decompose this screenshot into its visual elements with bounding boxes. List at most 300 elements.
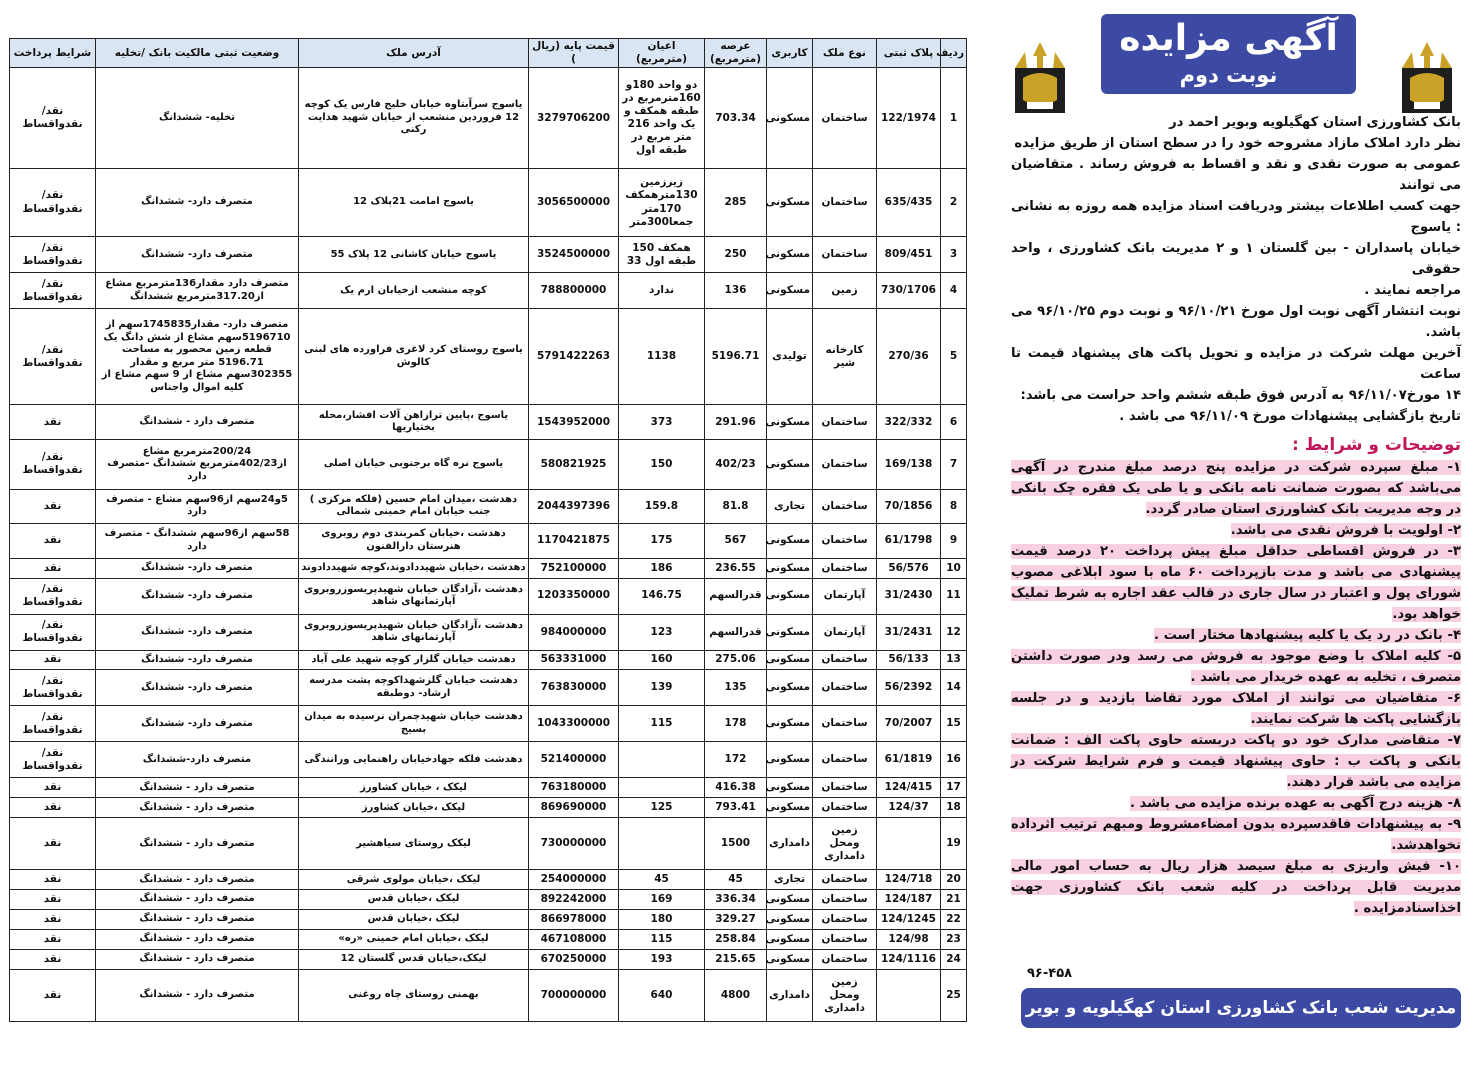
title-box [1101, 14, 1356, 94]
plate-number-cell: 322/332 [877, 405, 941, 439]
intro-line: عمومی به صورت نقدی و نقد و اقساط به فروش رساند . متقاضیان می توانند [1011, 157, 1461, 193]
land-area-cell: 136 [705, 273, 767, 309]
usage-cell: مسکونی [767, 742, 813, 778]
table-row [10, 614, 967, 650]
property-type-cell: ساختمان [813, 558, 877, 578]
registration-status-cell: متصرف دارد- ششدانگ [96, 650, 299, 670]
base-price-cell: 5791422263 [529, 309, 619, 405]
payment-terms-cell: نقد [10, 489, 96, 523]
property-type-cell: ساختمان [813, 489, 877, 523]
address-cell: بهمنی روستای چاه روغنی [299, 969, 529, 1021]
payment-terms-cell: نقد [10, 890, 96, 910]
condition-item [1011, 730, 1461, 793]
base-price-cell: 563331000 [529, 650, 619, 670]
payment-terms-cell: نقد/نقدواقساط [10, 309, 96, 405]
payment-terms-cell: نقد/نقدواقساط [10, 68, 96, 169]
conditions-title: توضیحات و شرایط : [1292, 435, 1461, 455]
land-area-cell: 567 [705, 524, 767, 558]
property-type-cell: ساختمان [813, 237, 877, 273]
footer-banner: مدیریت شعب بانک کشاورزی استان کهگیلویه و بویر احمد [1021, 988, 1461, 1028]
base-price-cell: 254000000 [529, 870, 619, 890]
base-price-cell: 1543952000 [529, 405, 619, 439]
registration-status-cell: 58سهم از96سهم ششدانگ - متصرف دارد [96, 524, 299, 558]
land-area-cell: 285 [705, 168, 767, 236]
usage-cell: مسکونی [767, 929, 813, 949]
registration-status-cell: متصرف دارد- ششدانگ [96, 578, 299, 614]
building-area-cell: 146.75 [619, 578, 705, 614]
date-line: نوبت انتشار آگهی نوبت اول مورخ ۹۶/۱۰/۲۱ و نوبت دوم ۹۶/۱۰/۲۵ می باشد. [1011, 304, 1461, 340]
row-number-cell: 14 [941, 670, 967, 706]
plate-number-cell: 635/435 [877, 168, 941, 236]
usage-cell: مسکونی [767, 949, 813, 969]
row-number-cell: 19 [941, 818, 967, 870]
column-header: کاربری [767, 39, 813, 68]
address-cell: دهدشت فلکه جهادخیابان راهنمایی ورانندگی [299, 742, 529, 778]
table-row [10, 309, 967, 405]
row-number-cell: 15 [941, 706, 967, 742]
building-area-cell: 115 [619, 929, 705, 949]
usage-cell: مسکونی [767, 405, 813, 439]
base-price-cell: 3524500000 [529, 237, 619, 273]
address-cell: یاسوج نره گاه برجنوبی خیابان اصلی [299, 439, 529, 489]
row-number-cell: 4 [941, 273, 967, 309]
building-area-cell: 175 [619, 524, 705, 558]
payment-terms-cell: نقد/نقدواقساط [10, 670, 96, 706]
payment-terms-cell: نقد/نقدواقساط [10, 237, 96, 273]
property-type-cell: ساختمان [813, 706, 877, 742]
usage-cell: مسکونی [767, 778, 813, 798]
table-row [10, 68, 967, 169]
plate-number-cell: 56/133 [877, 650, 941, 670]
property-type-cell: ساختمان [813, 949, 877, 969]
table-row [10, 910, 967, 930]
table-row [10, 929, 967, 949]
land-area-cell: 5196.71 [705, 309, 767, 405]
base-price-cell: 467108000 [529, 929, 619, 949]
address-cell: یاسوج خیابان کاشانی 12 پلاک 55 [299, 237, 529, 273]
payment-terms-cell: نقد [10, 929, 96, 949]
condition-item [1011, 688, 1461, 730]
row-number-cell: 17 [941, 778, 967, 798]
base-price-cell: 3279706200 [529, 68, 619, 169]
base-price-cell: 580821925 [529, 439, 619, 489]
property-type-cell: ساختمان [813, 890, 877, 910]
payment-terms-cell: نقد [10, 650, 96, 670]
land-area-cell: 793.41 [705, 798, 767, 818]
table-row [10, 742, 967, 778]
land-area-cell: 250 [705, 237, 767, 273]
property-type-cell: زمین ومحل دامداری [813, 818, 877, 870]
table-row [10, 405, 967, 439]
payment-terms-cell: نقد [10, 949, 96, 969]
condition-item [1011, 856, 1461, 919]
condition-text: ۸- هزینه درج آگهی به عهده برنده مزایده می باشد . [1129, 796, 1461, 811]
land-area-cell: 291.96 [705, 405, 767, 439]
intro-line: بانک کشاورزی استان کهگیلویه وبویر احمد در [1169, 115, 1461, 130]
registration-status-cell: متصرف دارد - ششدانگ [96, 969, 299, 1021]
usage-cell: دامداری [767, 818, 813, 870]
building-area-cell [619, 778, 705, 798]
row-number-cell: 22 [941, 910, 967, 930]
condition-item [1011, 814, 1461, 856]
payment-terms-cell: نقد [10, 870, 96, 890]
base-price-cell: 984000000 [529, 614, 619, 650]
usage-cell: مسکونی [767, 706, 813, 742]
address-cell: لیکک ،خیابان قدس [299, 910, 529, 930]
address-cell: لیکک روستای سیاهشیر [299, 818, 529, 870]
plate-number-cell [877, 818, 941, 870]
land-area-cell: 135 [705, 670, 767, 706]
row-number-cell: 13 [941, 650, 967, 670]
column-header: عرصه (مترمربع) [705, 39, 767, 68]
building-area-cell: همکف 150 طبقه اول 33 [619, 237, 705, 273]
land-area-cell: قدرالسهم [705, 614, 767, 650]
registration-status-cell: متصرف دارد - ششدانگ [96, 890, 299, 910]
payment-terms-cell: نقد [10, 969, 96, 1021]
base-price-cell: 3056500000 [529, 168, 619, 236]
column-header: نوع ملک [813, 39, 877, 68]
land-area-cell: 402/23 [705, 439, 767, 489]
building-area-cell: 373 [619, 405, 705, 439]
base-price-cell: 730000000 [529, 818, 619, 870]
table-row [10, 870, 967, 890]
condition-text: ۵- کلیه املاک با وضع موجود به فروش می رسد ودر صورت داشتن متصرف ، تخلیه به عهده خریدار می باشد . [1011, 649, 1461, 685]
base-price-cell: 763830000 [529, 670, 619, 706]
row-number-cell: 10 [941, 558, 967, 578]
payment-terms-cell: نقد/نقدواقساط [10, 614, 96, 650]
column-header: پلاک ثبتی [877, 39, 941, 68]
plate-number-cell: 70/1856 [877, 489, 941, 523]
column-header: وضعیت ثبتی مالکیت بانک /تخلیه [96, 39, 299, 68]
usage-cell: مسکونی [767, 614, 813, 650]
payment-terms-cell: نقد [10, 910, 96, 930]
payment-terms-cell: نقد/نقدواقساط [10, 439, 96, 489]
base-price-cell: 869690000 [529, 798, 619, 818]
row-number-cell: 21 [941, 890, 967, 910]
building-area-cell [619, 742, 705, 778]
table-row [10, 798, 967, 818]
column-header: ردیف [941, 39, 967, 68]
address-cell: یاسوج ،پایین ترازاهن آلات افشار،محله بختیاریها [299, 405, 529, 439]
registration-status-cell: متصرف دارد- ششدانگ [96, 558, 299, 578]
base-price-cell: 892242000 [529, 890, 619, 910]
reference-number: ۹۶-۴۵۸ [1027, 966, 1073, 981]
condition-text: ۳- در فروش اقساطی حداقل مبلغ پیش پرداخت ۲۰ درصد قیمت پیشنهادی می باشد و مدت بازپرداخت ۶۰ ماه با سود ابلاغی مصوب شورای پول و اعتبار در سال جاری در قالب عقد اجاره به شرط تملیک خواهد بود. [1011, 544, 1462, 622]
usage-cell: مسکونی [767, 558, 813, 578]
usage-cell: مسکونی [767, 273, 813, 309]
payment-terms-cell: نقد [10, 405, 96, 439]
column-header: قیمت پایه (ریال ) [529, 39, 619, 68]
plate-number-cell: 124/1245 [877, 910, 941, 930]
registration-status-cell: تخلیه- ششدانگ [96, 68, 299, 169]
registration-status-cell: متصرف دارد- ششدانگ [96, 670, 299, 706]
dates-paragraph [1011, 301, 1461, 427]
registration-status-cell: متصرف دارد- ششدانگ [96, 237, 299, 273]
registration-status-cell: متصرف دارد - ششدانگ [96, 798, 299, 818]
payment-terms-cell: نقد [10, 778, 96, 798]
intro-line: جهت کسب اطلاعات بیشتر ودریافت اسناد مزایده همه روزه به نشانی : یاسوج [1011, 199, 1461, 235]
building-area-cell: 139 [619, 670, 705, 706]
table-row [10, 237, 967, 273]
registration-status-cell: متصرف دارد - ششدانگ [96, 910, 299, 930]
plate-number-cell: 56/576 [877, 558, 941, 578]
registration-status-cell: 200/24مترمربع مشاع از402/23مترمربع ششدانگ -متصرف دارد [96, 439, 299, 489]
row-number-cell: 24 [941, 949, 967, 969]
plate-number-cell: 122/1974 [877, 68, 941, 169]
registration-status-cell: متصرف دارد-ششدانگ [96, 742, 299, 778]
building-area-cell: 1138 [619, 309, 705, 405]
table-row [10, 706, 967, 742]
base-price-cell: 1203350000 [529, 578, 619, 614]
address-cell: یاسوج سرآبتاوه خیابان خلیج فارس یک کوچه 12 فروردین منشعب از خیابان شهید هدایت رکنی [299, 68, 529, 169]
column-header: آدرس ملک [299, 39, 529, 68]
table-row [10, 168, 967, 236]
row-number-cell: 6 [941, 405, 967, 439]
usage-cell: مسکونی [767, 910, 813, 930]
auction-table [9, 38, 967, 1022]
usage-cell: تجاری [767, 489, 813, 523]
registration-status-cell: متصرف دارد - ششدانگ [96, 949, 299, 969]
registration-status-cell: متصرف دارد - ششدانگ [96, 870, 299, 890]
land-area-cell: 1500 [705, 818, 767, 870]
building-area-cell: 193 [619, 949, 705, 969]
table-row [10, 818, 967, 870]
address-cell: دهدشت ،آزادگان خیابان شهیدپریسوزروبروی آپارتمانهای شاهد [299, 578, 529, 614]
table-row [10, 524, 967, 558]
registration-status-cell: متصرف دارد - ششدانگ [96, 405, 299, 439]
registration-status-cell: متصرف دارد مقدار136مترمربع مشاع از317.20مترمربع ششدانگ [96, 273, 299, 309]
payment-terms-cell: نقد/نقدواقساط [10, 578, 96, 614]
registration-status-cell: متصرف دارد - ششدانگ [96, 929, 299, 949]
base-price-cell: 670250000 [529, 949, 619, 969]
address-cell: یاسوج امامت 21پلاک 12 [299, 168, 529, 236]
announcement-body [1011, 112, 1461, 919]
address-cell: کوچه منشعب ازخیابان ارم یک [299, 273, 529, 309]
condition-item [1011, 793, 1461, 814]
plate-number-cell: 31/2430 [877, 578, 941, 614]
plate-number-cell: 124/37 [877, 798, 941, 818]
title-main: آگهی مزایده [1119, 18, 1338, 59]
base-price-cell: 752100000 [529, 558, 619, 578]
base-price-cell: 1170421875 [529, 524, 619, 558]
usage-cell: مسکونی [767, 650, 813, 670]
payment-terms-cell: نقد [10, 798, 96, 818]
condition-item [1011, 625, 1461, 646]
address-cell: دهدشت خیابان شهیدچمران نرسیده به میدان بسیج [299, 706, 529, 742]
table-row [10, 778, 967, 798]
row-number-cell: 25 [941, 969, 967, 1021]
registration-status-cell: متصرف دارد - ششدانگ [96, 818, 299, 870]
property-type-cell: ساختمان [813, 650, 877, 670]
base-price-cell: 1043300000 [529, 706, 619, 742]
intro-line: مراجعه نمایند . [1364, 283, 1461, 298]
usage-cell: مسکونی [767, 168, 813, 236]
registration-status-cell: متصرف دارد- مقدار1745835سهم از 5196710سهم مشاع از شش دانگ یک قطعه زمین محصور به مساحت 5196.71 متر مربع و مقدار 302355سهم مشاع از 9 سهم مشاع از کلیه اموال واجناس [96, 309, 299, 405]
property-type-cell: زمین [813, 273, 877, 309]
plate-number-cell: 124/187 [877, 890, 941, 910]
property-type-cell: ساختمان [813, 68, 877, 169]
address-cell: دهدشت خیابان گلزشهداکوچه پشت مدرسه ارشاد- دوطبقه [299, 670, 529, 706]
usage-cell: مسکونی [767, 524, 813, 558]
column-header: شرایط پرداخت [10, 39, 96, 68]
address-cell: دهدشت خیابان گلزار کوچه شهید علی آباد [299, 650, 529, 670]
condition-text: ۱۰- فیش واریزی به مبلغ سیصد هزار ریال به حساب امور مالی مدیریت قابل پرداخت در کلیه شعب بانک کشاورزی جهت اخذاسنادمزایده . [1011, 859, 1461, 916]
building-area-cell [619, 818, 705, 870]
land-area-cell: 172 [705, 742, 767, 778]
property-type-cell: ساختمان [813, 870, 877, 890]
property-type-cell: زمین ومحل دامداری [813, 969, 877, 1021]
table-row [10, 558, 967, 578]
building-area-cell: 159.8 [619, 489, 705, 523]
registration-status-cell: 5و24سهم از96سهم مشاع - متصرف دارد [96, 489, 299, 523]
usage-cell: مسکونی [767, 890, 813, 910]
building-area-cell: 123 [619, 614, 705, 650]
land-area-cell: 81.8 [705, 489, 767, 523]
base-price-cell: 763180000 [529, 778, 619, 798]
building-area-cell: زیرزمین 130مترهمکف 170متر جمعا300متر [619, 168, 705, 236]
plate-number-cell: 809/451 [877, 237, 941, 273]
property-type-cell: ساختمان [813, 524, 877, 558]
payment-terms-cell: نقد [10, 524, 96, 558]
condition-text: ۱- مبلغ سپرده شرکت در مزایده پنج درصد مبلغ مندرج در آگهی می‌باشد که بصورت ضمانت نامه بانکی و یا طی یک فقره چک بانکی در وجه مدیریت بانک کشاورزی استان صادر گردد. [1011, 460, 1461, 517]
table-row [10, 949, 967, 969]
payment-terms-cell: نقد/نقدواقساط [10, 742, 96, 778]
condition-item [1011, 541, 1461, 625]
bank-logo-right [1392, 38, 1462, 118]
land-area-cell: 336.34 [705, 890, 767, 910]
address-cell: لیکک ،خیابان قدس [299, 890, 529, 910]
land-area-cell: 215.65 [705, 949, 767, 969]
payment-terms-cell: نقد/نقدواقساط [10, 706, 96, 742]
auction-table-wrapper [10, 38, 967, 1022]
usage-cell: مسکونی [767, 670, 813, 706]
plate-number-cell: 730/1706 [877, 273, 941, 309]
intro-line: خیابان پاسداران - بین گلستان ۱ و ۲ مدیریت بانک کشاورزی ، واحد حقوقی [1011, 241, 1461, 277]
building-area-cell: 45 [619, 870, 705, 890]
address-cell: لیکک ،خیابان مولوی شرقی [299, 870, 529, 890]
building-area-cell: 169 [619, 890, 705, 910]
condition-text: ۴- بانک در رد یک یا کلیه پیشنهادها مختار است . [1153, 628, 1461, 643]
plate-number-cell: 124/718 [877, 870, 941, 890]
land-area-cell: قدرالسهم [705, 578, 767, 614]
property-type-cell: ساختمان [813, 439, 877, 489]
title-sub: نوبت دوم [1179, 63, 1278, 87]
table-row [10, 650, 967, 670]
base-price-cell: 2044397396 [529, 489, 619, 523]
plate-number-cell: 31/2431 [877, 614, 941, 650]
land-area-cell: 178 [705, 706, 767, 742]
row-number-cell: 12 [941, 614, 967, 650]
plate-number-cell: 124/415 [877, 778, 941, 798]
payment-terms-cell: نقد/نقدواقساط [10, 273, 96, 309]
registration-status-cell: متصرف دارد- ششدانگ [96, 614, 299, 650]
building-area-cell: 125 [619, 798, 705, 818]
condition-text: ۶- متقاضیان می توانند از املاک مورد تقاضا بازدید و در جلسه بازگشایی پاکت ها شرکت نمایند. [1011, 691, 1461, 727]
base-price-cell: 788800000 [529, 273, 619, 309]
condition-item [1011, 520, 1461, 541]
plate-number-cell: 61/1819 [877, 742, 941, 778]
address-cell: دهدشت ،خیابان کمربندی دوم روبروی هنرستان دارالفنون [299, 524, 529, 558]
land-area-cell: 4800 [705, 969, 767, 1021]
row-number-cell: 2 [941, 168, 967, 236]
table-row [10, 439, 967, 489]
property-type-cell: ساختمان [813, 670, 877, 706]
row-number-cell: 8 [941, 489, 967, 523]
usage-cell: مسکونی [767, 439, 813, 489]
table-row [10, 578, 967, 614]
registration-status-cell: متصرف دارد - ششدانگ [96, 778, 299, 798]
usage-cell: مسکونی [767, 798, 813, 818]
registration-status-cell: متصرف دارد- ششدانگ [96, 168, 299, 236]
property-type-cell: ساختمان [813, 742, 877, 778]
date-line: ۱۴ مورخ۹۶/۱۱/۰۷ به آدرس فوق طبقه ششم واحد حراست می باشد: [1020, 388, 1461, 403]
plate-number-cell: 61/1798 [877, 524, 941, 558]
building-area-cell: 186 [619, 558, 705, 578]
property-type-cell: ساختمان [813, 929, 877, 949]
conditions-list [1011, 457, 1461, 919]
base-price-cell: 521400000 [529, 742, 619, 778]
address-cell: دهدشت ،خیابان شهیددادوند،کوچه شهیددادوند [299, 558, 529, 578]
table-row [10, 890, 967, 910]
plate-number-cell: 169/138 [877, 439, 941, 489]
plate-number-cell: 56/2392 [877, 670, 941, 706]
land-area-cell: 258.84 [705, 929, 767, 949]
address-cell: لیکک ،خیابان کشاورز [299, 798, 529, 818]
row-number-cell: 23 [941, 929, 967, 949]
date-line: آخرین مهلت شرکت در مزایده و تحویل پاکت های پیشنهاد قیمت تا ساعت [1011, 346, 1461, 382]
condition-text: ۲- اولویت با فروش نقدی می باشد. [1230, 523, 1461, 538]
table-row [10, 273, 967, 309]
row-number-cell: 11 [941, 578, 967, 614]
date-line: تاریخ بازگشایی پیشنهادات مورخ ۹۶/۱۱/۰۹ می باشد . [1119, 409, 1461, 424]
row-number-cell: 16 [941, 742, 967, 778]
usage-cell: مسکونی [767, 578, 813, 614]
property-type-cell: آپارتمان [813, 614, 877, 650]
payment-terms-cell: نقد [10, 818, 96, 870]
plate-number-cell [877, 969, 941, 1021]
row-number-cell: 5 [941, 309, 967, 405]
row-number-cell: 1 [941, 68, 967, 169]
building-area-cell: دو واحد 180و 160مترمربع در طبقه همکف و یک واحد 216 متر مربع در طبقه اول [619, 68, 705, 169]
plate-number-cell: 124/98 [877, 929, 941, 949]
property-type-cell: ساختمان [813, 405, 877, 439]
condition-item [1011, 646, 1461, 688]
land-area-cell: 236.55 [705, 558, 767, 578]
condition-text: ۷- متقاضی مدارک خود دو پاکت دربسته حاوی پاکت الف : ضمانت بانکی و پاکت ب : حاوی پیشنهاد قیمت و فرم شرایط شرکت در مزایده می باشد قرار دهند. [1011, 733, 1461, 790]
address-cell: لیکک ،خیابان امام خمینی «ره» [299, 929, 529, 949]
column-header: اعیان (مترمربع) [619, 39, 705, 68]
base-price-cell: 700000000 [529, 969, 619, 1021]
usage-cell: مسکونی [767, 68, 813, 169]
payment-terms-cell: نقد/نقدواقساط [10, 168, 96, 236]
plate-number-cell: 270/36 [877, 309, 941, 405]
intro-line: نظر دارد املاک مازاد مشروحه خود را در سطح استان از طریق مزایده [1014, 136, 1461, 151]
plate-number-cell: 70/2007 [877, 706, 941, 742]
land-area-cell: 703.34 [705, 68, 767, 169]
property-type-cell: ساختمان [813, 798, 877, 818]
address-cell: لیکک،خیابان قدس گلستان 12 [299, 949, 529, 969]
table-row [10, 670, 967, 706]
table-body [10, 68, 967, 1022]
registration-status-cell: متصرف دارد- ششدانگ [96, 706, 299, 742]
base-price-cell: 866978000 [529, 910, 619, 930]
table-row [10, 969, 967, 1021]
plate-number-cell: 124/1116 [877, 949, 941, 969]
usage-cell: دامداری [767, 969, 813, 1021]
row-number-cell: 7 [941, 439, 967, 489]
address-cell: لیکک ، خیابان کشاورز [299, 778, 529, 798]
row-number-cell: 20 [941, 870, 967, 890]
